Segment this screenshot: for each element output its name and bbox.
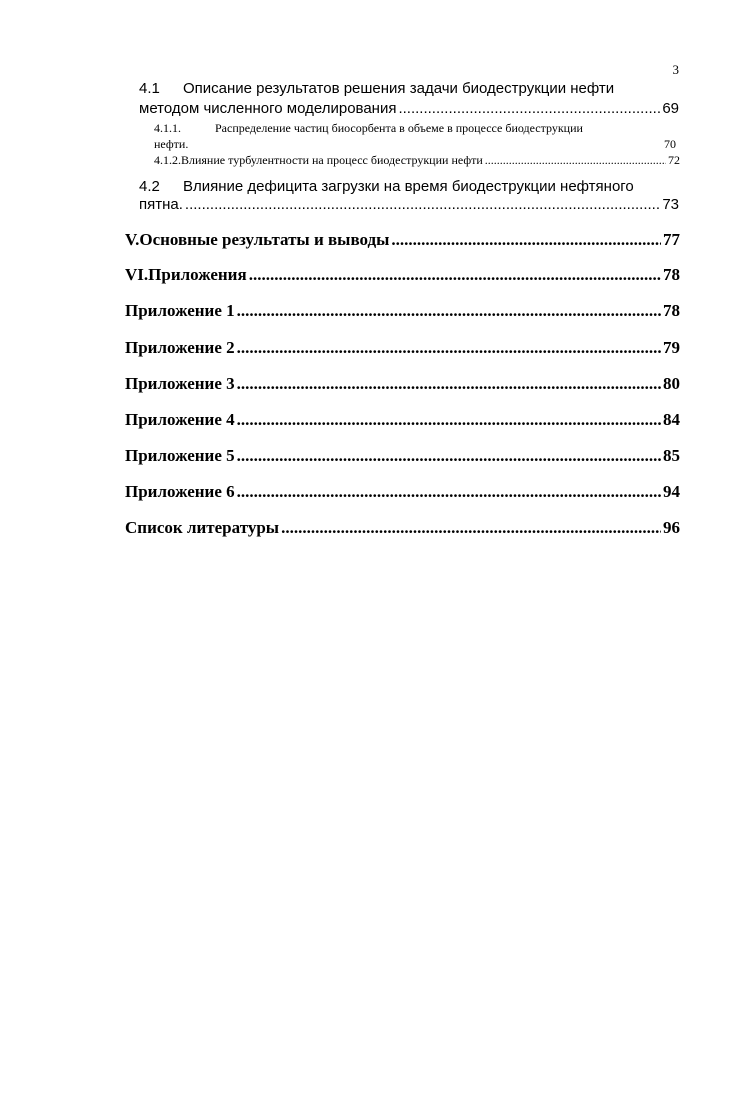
toc-entry-title: Влияние турбулентности на процесс биодеструкции нефти xyxy=(181,153,483,167)
toc-page-number: 84 xyxy=(663,410,680,429)
toc-page-number: 94 xyxy=(663,482,680,501)
toc-entry-number: V. xyxy=(125,230,140,249)
toc-leader-dots xyxy=(237,338,661,358)
toc-leader-dots xyxy=(485,153,666,168)
toc-appendix-2[interactable] xyxy=(125,338,680,358)
toc-entry-4-1-title[interactable] xyxy=(139,80,614,97)
toc-leader-dots xyxy=(237,374,661,394)
toc-page-number: 85 xyxy=(663,446,680,465)
toc-entry-number: VI. xyxy=(125,265,149,284)
toc-entry-4-1-1[interactable] xyxy=(154,121,583,136)
toc-page-number: 78 xyxy=(663,265,680,284)
toc-page-number: 77 xyxy=(663,230,680,249)
toc-page-number: 73 xyxy=(662,196,679,213)
toc-chapter-vi[interactable] xyxy=(125,265,680,285)
toc-references[interactable] xyxy=(125,518,680,538)
toc-entry-4-1-2[interactable] xyxy=(154,153,680,168)
toc-leader-dots xyxy=(281,518,661,538)
toc-entry-title: Приложение 6 xyxy=(125,482,235,501)
toc-entry-title: Приложение 1 xyxy=(125,301,235,320)
toc-entry-number: 4.1.1. xyxy=(154,121,181,135)
toc-page-number: 72 xyxy=(668,153,680,167)
toc-entry-number: 4.1 xyxy=(139,80,160,97)
toc-entry-title: пятна. xyxy=(139,196,183,213)
toc-page-number: 80 xyxy=(663,374,680,393)
toc-entry-number: 4.2 xyxy=(139,178,160,195)
toc-page-number: 70 xyxy=(664,137,676,151)
toc-entry-title: методом численного моделирования xyxy=(139,100,397,117)
toc-page-number: 69 xyxy=(662,100,679,117)
toc-leader-dots xyxy=(249,265,661,285)
toc-page-number: 79 xyxy=(663,338,680,357)
toc-appendix-5[interactable] xyxy=(125,446,680,466)
toc-entry-title: Распределение частиц биосорбента в объеме в процессе биодеструкции xyxy=(215,121,583,135)
toc-leader-dots xyxy=(185,196,660,213)
toc-entry-title: Список литературы xyxy=(125,518,280,537)
toc-entry-title: Приложение 2 xyxy=(125,338,235,357)
toc-appendix-4[interactable] xyxy=(125,410,680,430)
toc-appendix-1[interactable] xyxy=(125,301,680,321)
toc-leader-dots xyxy=(237,446,661,466)
page-number: 3 xyxy=(672,62,679,77)
toc-appendix-6[interactable] xyxy=(125,482,680,502)
toc-leader-dots xyxy=(391,230,661,250)
toc-entry-title: Влияние дефицита загрузки на время биодеструкции нефтяного xyxy=(183,178,634,195)
toc-chapter-v[interactable] xyxy=(125,230,680,250)
toc-entry-4-2-continuation[interactable] xyxy=(139,196,679,213)
toc-page-number: 96 xyxy=(663,518,680,537)
toc-leader-dots xyxy=(237,301,661,321)
toc-entry-title: Описание результатов решения задачи биодеструкции нефти xyxy=(183,80,615,97)
toc-entry-number: 4.1.2. xyxy=(154,153,181,167)
toc-entry-title: Приложения xyxy=(148,265,247,284)
toc-appendix-3[interactable] xyxy=(125,374,680,394)
toc-leader-dots xyxy=(398,100,660,117)
toc-page-number: 78 xyxy=(663,301,680,320)
toc-entry-4-1-1-continuation: нефти. xyxy=(154,137,189,151)
toc-entry-4-2-title[interactable] xyxy=(139,178,634,195)
toc-entry-title: Приложение 4 xyxy=(125,410,235,429)
toc-entry-title: Приложение 3 xyxy=(125,374,235,393)
toc-leader-dots xyxy=(237,482,661,502)
toc-leader-dots xyxy=(237,410,661,430)
toc-entry-4-1-continuation[interactable] xyxy=(139,100,679,117)
toc-entry-title: Основные результаты и выводы xyxy=(139,230,390,249)
toc-entry-title: Приложение 5 xyxy=(125,446,235,465)
